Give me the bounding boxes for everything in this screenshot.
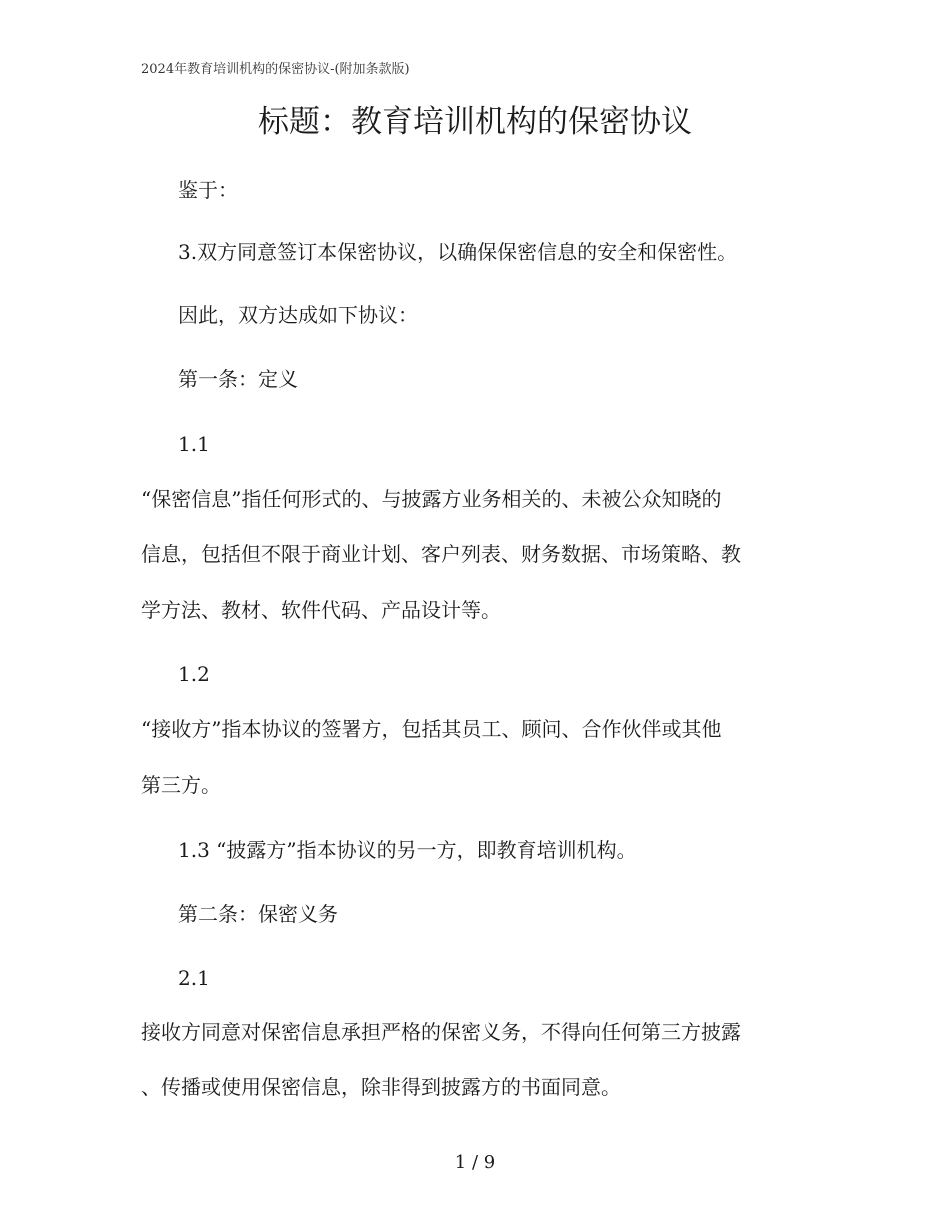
whereas-label: 鉴于： (178, 178, 238, 202)
article-1-heading: 第一条：定义 (178, 367, 298, 391)
document-title: 标题：教育培训机构的保密协议 (258, 104, 692, 140)
therefore-statement: 因此，双方达成如下协议： (178, 303, 418, 327)
recital-3: 3.双方同意签订本保密协议，以确保保密信息的安全和保密性。 (178, 240, 738, 264)
clause-1-1-number: 1.1 (178, 432, 210, 456)
clause-2-1-text-line-1: 接收方同意对保密信息承担严格的保密义务，不得向任何第三方披露 (141, 1020, 741, 1044)
clause-1-1-text-line-1: “保密信息”指任何形式的、与披露方业务相关的、未被公众知晓的 (141, 487, 722, 511)
clause-1-1-text-line-2: 信息，包括但不限于商业计划、客户列表、财务数据、市场策略、教 (141, 542, 741, 566)
running-header: 2024年教育培训机构的保密协议-(附加条款版) (141, 62, 410, 77)
page-number: 1 / 9 (454, 1152, 496, 1173)
article-2-heading: 第二条：保密义务 (178, 902, 338, 926)
clause-2-1-number: 2.1 (178, 966, 210, 990)
clause-1-2-text-line-2: 第三方。 (141, 773, 221, 797)
clause-2-1-text-line-2: 、传播或使用保密信息，除非得到披露方的书面同意。 (141, 1075, 621, 1099)
clause-1-2-text-line-1: “接收方”指本协议的签署方，包括其员工、顾问、合作伙伴或其他 (141, 717, 722, 741)
clause-1-3: 1.3 “披露方”指本协议的另一方，即教育培训机构。 (178, 838, 637, 862)
clause-1-1-text-line-3: 学方法、教材、软件代码、产品设计等。 (141, 598, 501, 622)
clause-1-2-number: 1.2 (178, 662, 210, 686)
